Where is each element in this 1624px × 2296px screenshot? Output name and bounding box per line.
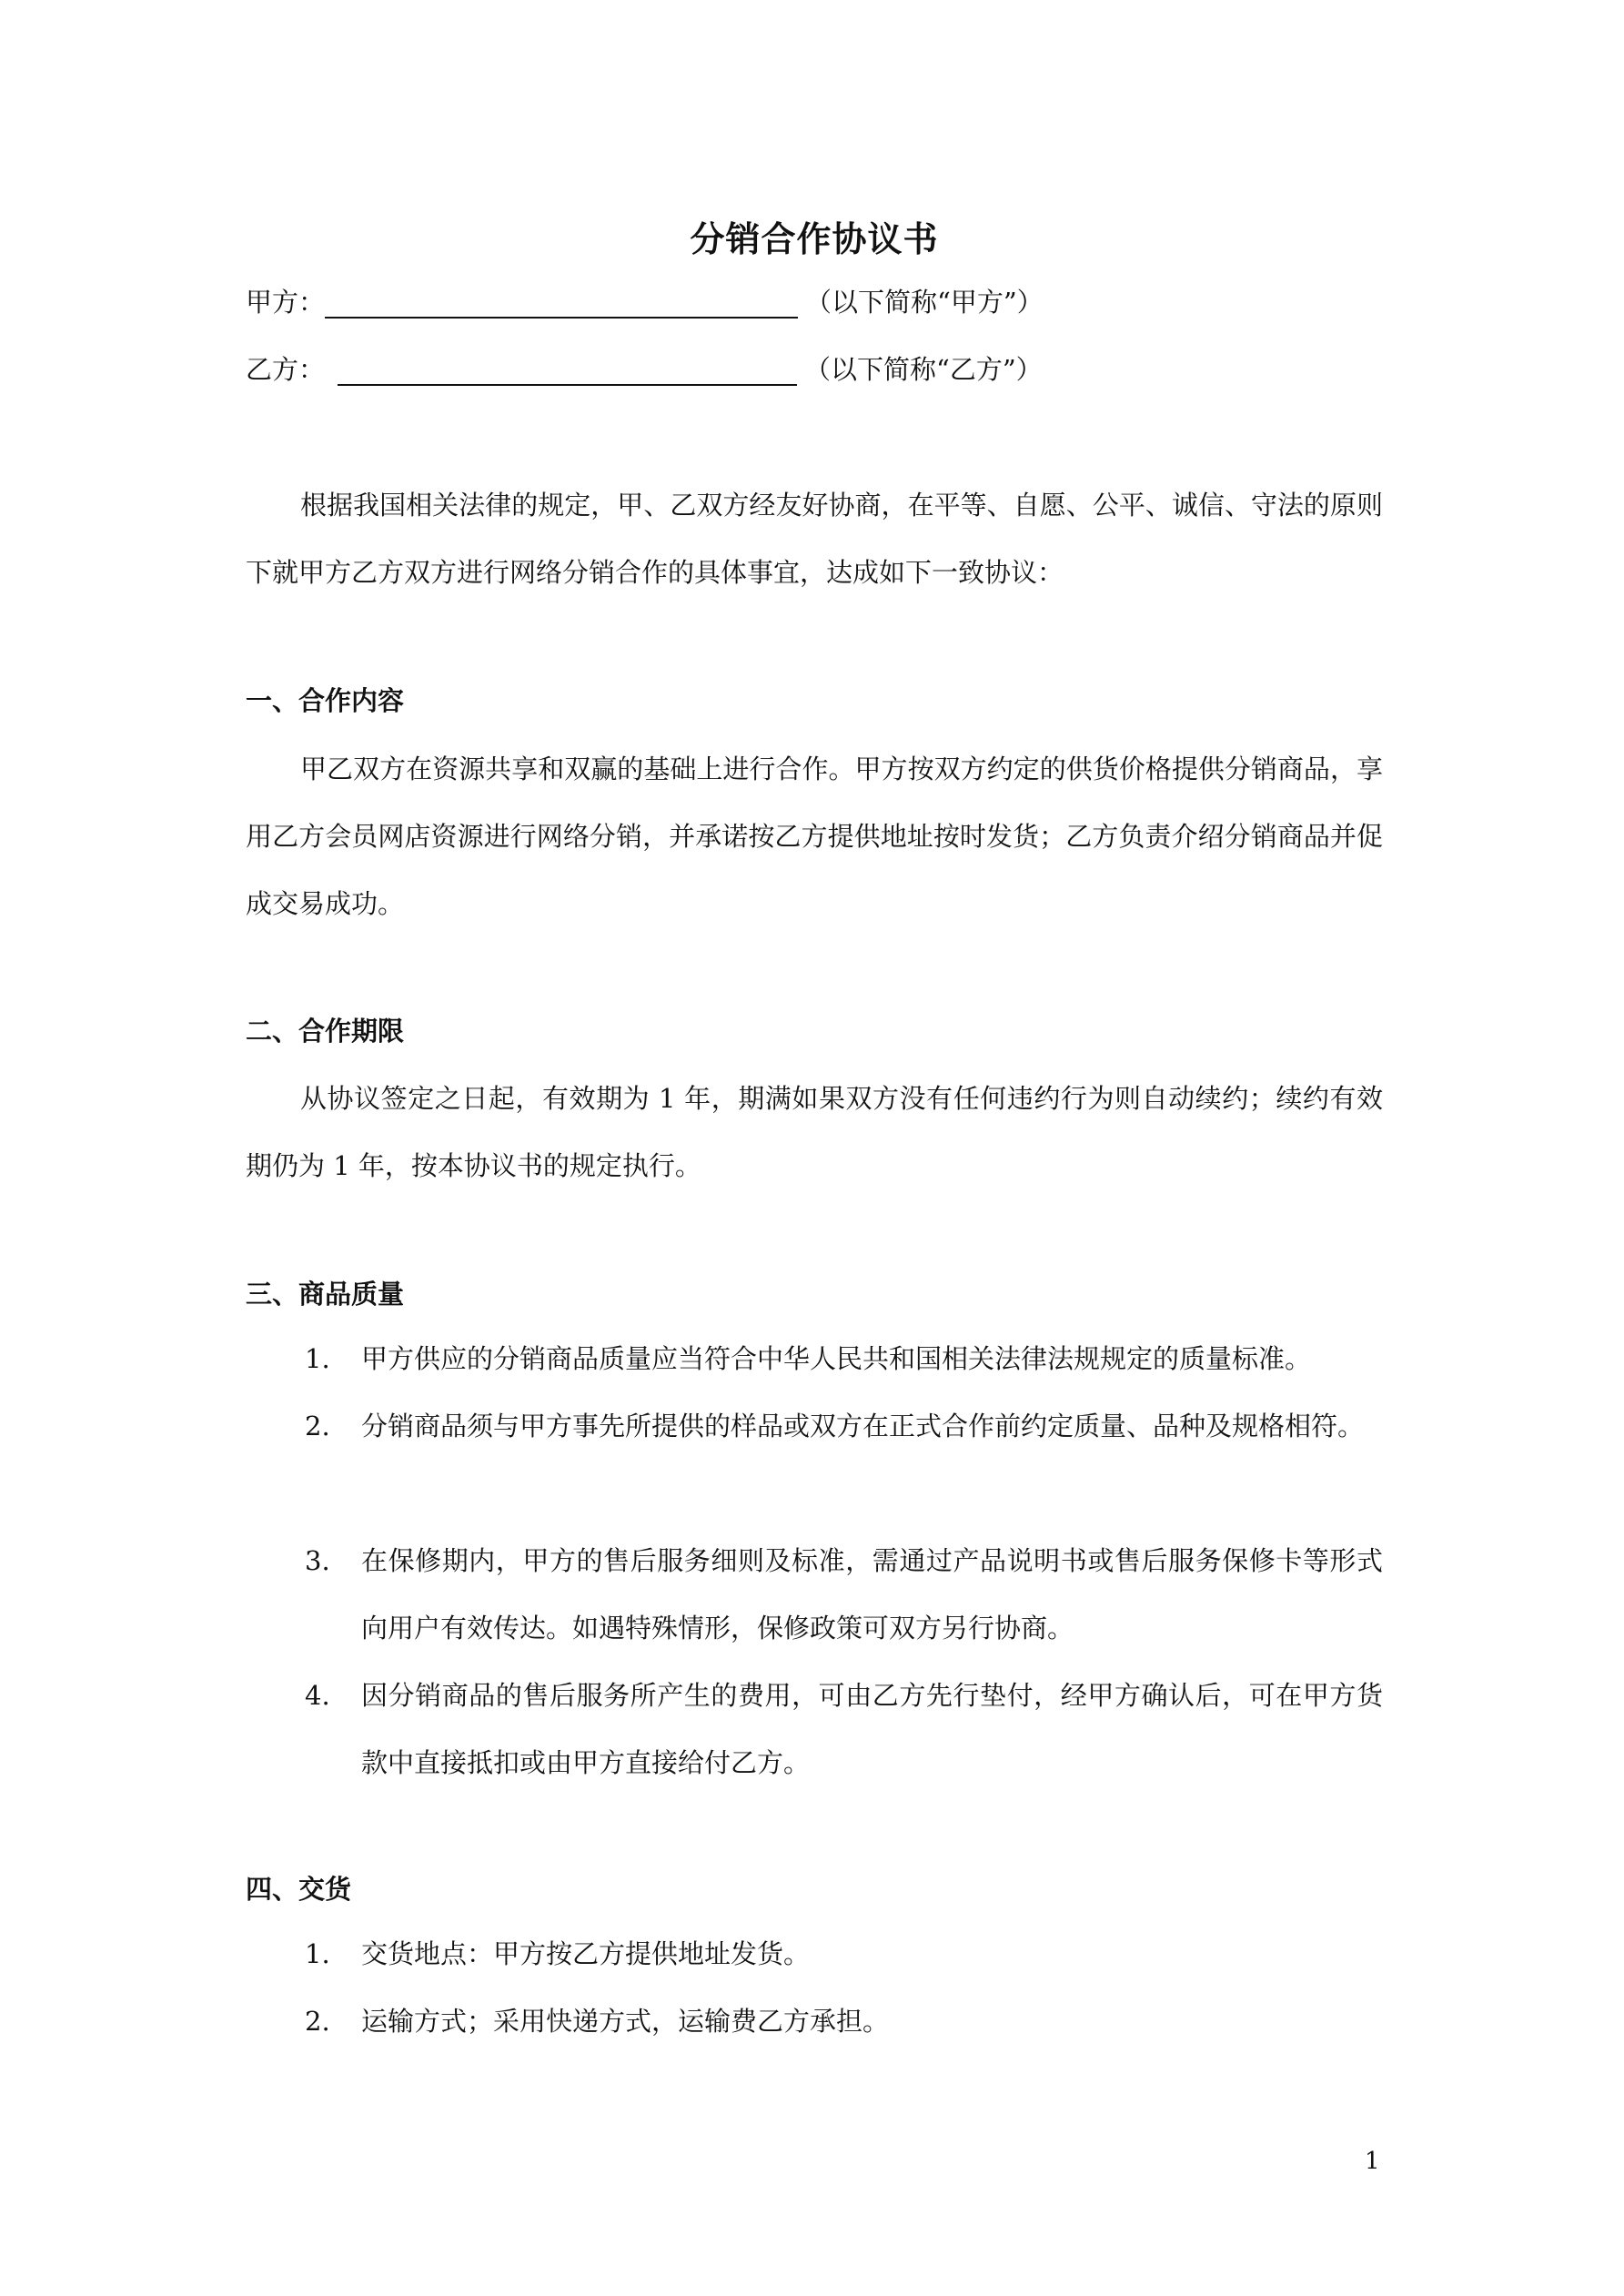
party-a-line xyxy=(246,286,1383,319)
list-item xyxy=(305,1527,1383,1662)
party-b-note: （以下简称“乙方”） xyxy=(804,354,1043,385)
list-item-number: 1. xyxy=(305,1343,330,1374)
intro-paragraph: 根据我国相关法律的规定，甲、乙双方经友好协商，在平等、自愿、公平、诚信、守法的原则下就甲方乙方双方进行网络分销合作的具体事宜，达成如下一致协议： xyxy=(246,490,1383,588)
party-a-blank xyxy=(325,286,798,319)
list-item-number: 3. xyxy=(305,1545,330,1576)
page-number: 1 xyxy=(1365,2148,1380,2175)
section-4-heading: 四、交货 xyxy=(246,1874,352,1905)
list-item-number: 2. xyxy=(305,1411,330,1441)
section-3-heading: 三、商品质量 xyxy=(246,1279,405,1310)
party-b-label: 乙方： xyxy=(246,354,326,385)
party-b-blank xyxy=(338,353,797,386)
party-a-label: 甲方： xyxy=(246,287,326,318)
page-title: 分销合作协议书 xyxy=(690,219,939,259)
list-item-text: 在保修期内，甲方的售后服务细则及标准，需通过产品说明书或售后服务保修卡等形式向用户有效传达。如遇特殊情形，保修政策可双方另行协商。 xyxy=(361,1545,1383,1644)
list-item-text: 分销商品须与甲方事先所提供的样品或双方在正式合作前约定质量、品种及规格相符。 xyxy=(361,1411,1365,1441)
list-item-number: 1. xyxy=(305,1938,330,1969)
section-1-heading: 一、合作内容 xyxy=(246,685,405,716)
list-item xyxy=(305,1920,1383,1988)
list-item-text: 甲方供应的分销商品质量应当符合中华人民共和国相关法律法规规定的质量标准。 xyxy=(361,1343,1312,1374)
list-item xyxy=(305,1392,1383,1460)
section-2-heading: 二、合作期限 xyxy=(246,1016,405,1047)
list-item xyxy=(305,1988,1383,2055)
list-item-number: 4. xyxy=(305,1680,330,1711)
list-item-text: 交货地点：甲方按乙方提供地址发货。 xyxy=(361,1938,811,1969)
section-2-body: 从协议签定之日起，有效期为 1 年，期满如果双方没有任何违约行为则自动续约；续约有效期仍为 1 年，按本协议书的规定执行。 xyxy=(246,1083,1383,1181)
list-item-text: 因分销商品的售后服务所产生的费用，可由乙方先行垫付，经甲方确认后，可在甲方货款中直接抵扣或由甲方直接给付乙方。 xyxy=(361,1680,1383,1778)
list-item-text: 运输方式；采用快递方式，运输费乙方承担。 xyxy=(361,2006,890,2037)
list-item xyxy=(305,1662,1383,1796)
party-a-note: （以下简称“甲方”） xyxy=(805,287,1044,318)
party-b-line xyxy=(246,353,1383,386)
section-1-body: 甲乙双方在资源共享和双赢的基础上进行合作。甲方按双方约定的供货价格提供分销商品，享用乙方会员网店资源进行网络分销，并承诺按乙方提供地址按时发货；乙方负责介绍分销商品并促成交易成功。 xyxy=(246,754,1383,919)
list-item xyxy=(305,1325,1383,1392)
list-item-number: 2. xyxy=(305,2006,330,2037)
